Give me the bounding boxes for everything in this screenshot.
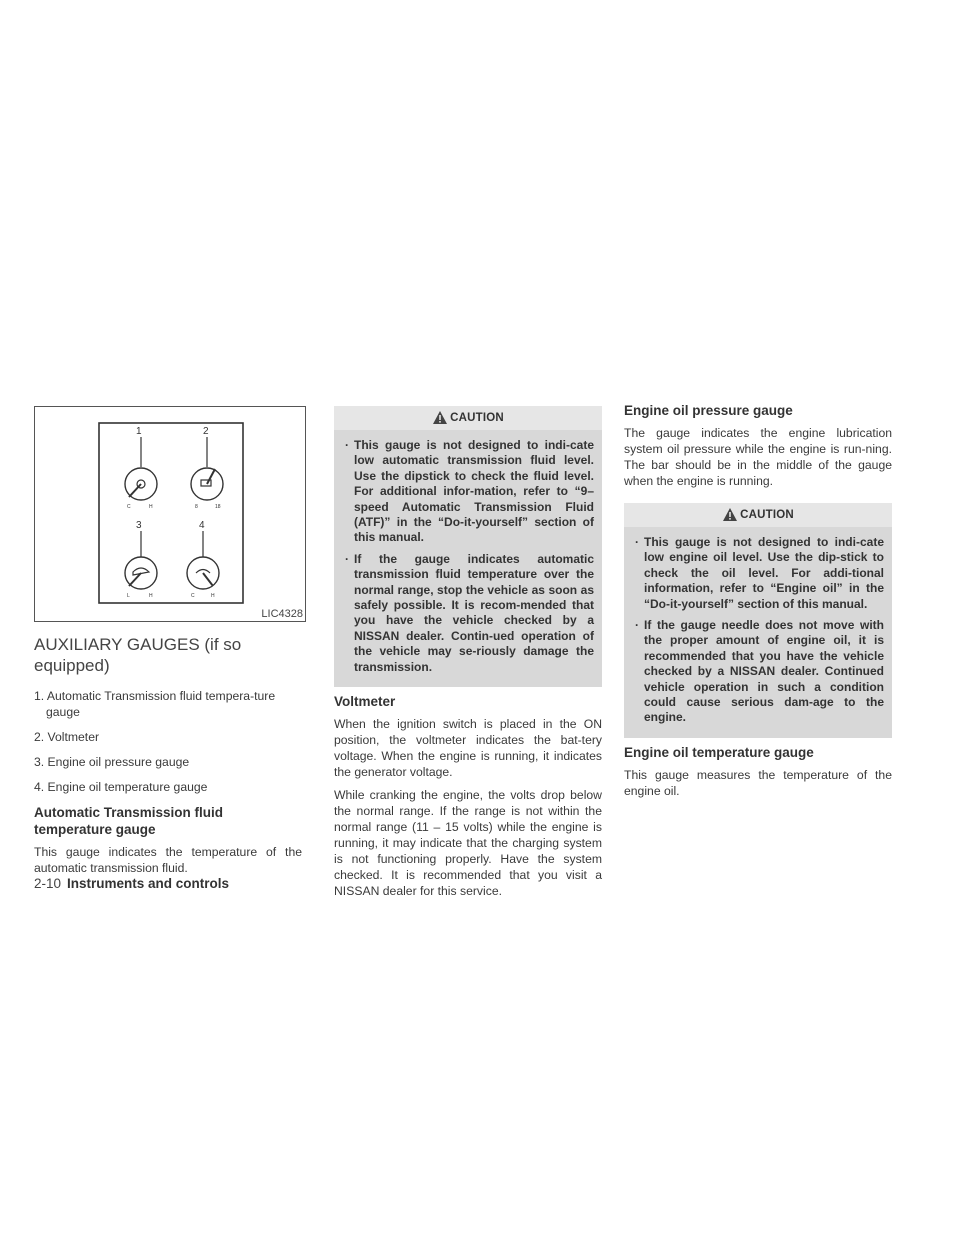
gauges-illustration: [35, 407, 305, 621]
atf-text: This gauge indicates the temperature of the automatic transmission fluid.: [34, 845, 302, 875]
list-item: 1. Automatic Transmission fluid tempera-ture gauge: [34, 689, 276, 719]
left-column: [34, 406, 302, 883]
voltmeter-text-1: When the ignition switch is placed in the ON position, the voltmeter indicates the bat-tery voltage. When the engine is running, it indicates the generator voltage.: [334, 717, 602, 780]
bullet: ·: [635, 535, 639, 549]
section-title: AUXILIARY GAUGES (if so equipped): [34, 635, 242, 675]
figure-code: LIC4328: [261, 608, 303, 620]
oil-pressure-heading: Engine oil pressure gauge: [624, 403, 793, 418]
page-number: 2-10: [34, 876, 62, 891]
list-item: 4. Engine oil temperature gauge: [34, 780, 208, 794]
caution-item: · This gauge is not designed to indi-cate low engine oil level. Use the dip-stick to check the oil level. For addi-tional information, refer to “Engine oil” in the “Do-it-yourself” section of this manual.: [635, 535, 884, 611]
gauge-list: [34, 688, 302, 795]
right-column: [624, 403, 892, 806]
caution-label: CAUTION: [450, 412, 504, 424]
caution-item: · If the gauge indicates automatic transmission fluid temperature over the normal range, stop the vehicle as soon as safely possible. It is recom-mended that you have the vehicle checked by a NISSAN dealer. Contin-ued operation of the vehicle may se-riously damage the transmission.: [345, 551, 594, 674]
list-item: 3. Engine oil pressure gauge: [34, 755, 190, 769]
gauge-1-icon: [125, 437, 157, 500]
gauge-4-low: C: [191, 593, 195, 599]
caution-header: [334, 406, 602, 430]
gauge-3-number: 3: [136, 520, 142, 531]
oil-temp-text: This gauge measures the temperature of the engine oil.: [624, 767, 892, 798]
bullet: ·: [635, 618, 639, 633]
warning-triangle-icon: [722, 507, 738, 522]
page-footer: [34, 876, 229, 891]
list-item: 2. Voltmeter: [34, 730, 100, 744]
gauge-3-low: L: [127, 593, 130, 599]
gauge-3-high: H: [149, 593, 153, 599]
voltmeter-heading: Voltmeter: [334, 694, 396, 710]
caution-item: · This gauge is not designed to indi-cate low automatic transmission fluid level. Use the dipstick to check the fluid level. For additional infor-mation, refer to “9–speed Automatic Transmission Fluid (ATF)” in the “Do-it-yourself” section of this manual.: [345, 438, 594, 545]
oil-temp-heading: Engine oil temperature gauge: [624, 744, 814, 760]
gauge-1-number: 1: [136, 426, 142, 437]
caution-item: · If the gauge needle does not move with the proper amount of engine oil, it is recommended that you have the vehicle checked by a NISSAN dealer. Continued vehicle operation in such a condition could cause serious dam-age to the engine.: [635, 618, 884, 725]
gauge-4-icon: [187, 531, 219, 589]
gauge-4-number: 4: [199, 520, 205, 531]
gauge-2-number: 2: [203, 426, 209, 437]
voltmeter-text-2: While cranking the engine, the volts drop below the normal range. If the range is not within the normal range (11 – 15 volts) while the engine is running, it may indicate that the charging system is not functioning properly. Have the system checked. It is recommended that you visit a NISSAN dealer for this service.: [334, 788, 602, 899]
gauge-2-low: 8: [195, 504, 198, 510]
warning-triangle-icon: [432, 410, 448, 425]
caution-box-transmission: [334, 406, 602, 687]
gauge-2-high: 18: [215, 504, 221, 510]
middle-column: [334, 406, 602, 906]
caution-label: CAUTION: [740, 509, 794, 521]
bullet: ·: [345, 551, 349, 566]
chapter-title: Instruments and controls: [67, 876, 230, 891]
atf-heading: Automatic Transmission fluid temperature gauge: [34, 805, 224, 837]
gauge-2-icon: [191, 437, 223, 500]
gauge-1-high: H: [149, 504, 153, 510]
gauge-4-high: H: [211, 593, 215, 599]
auxiliary-gauges-figure: [34, 406, 306, 622]
oil-pressure-text: The gauge indicates the engine lubrication system oil pressure while the engine is run-ning. The bar should be in the middle of the gauge when the engine is running.: [624, 426, 892, 488]
caution-header: [624, 503, 892, 527]
gauge-1-low: C: [127, 504, 131, 510]
bullet: ·: [345, 438, 349, 452]
caution-box-oil: [624, 503, 892, 738]
gauge-3-icon: [125, 531, 157, 589]
